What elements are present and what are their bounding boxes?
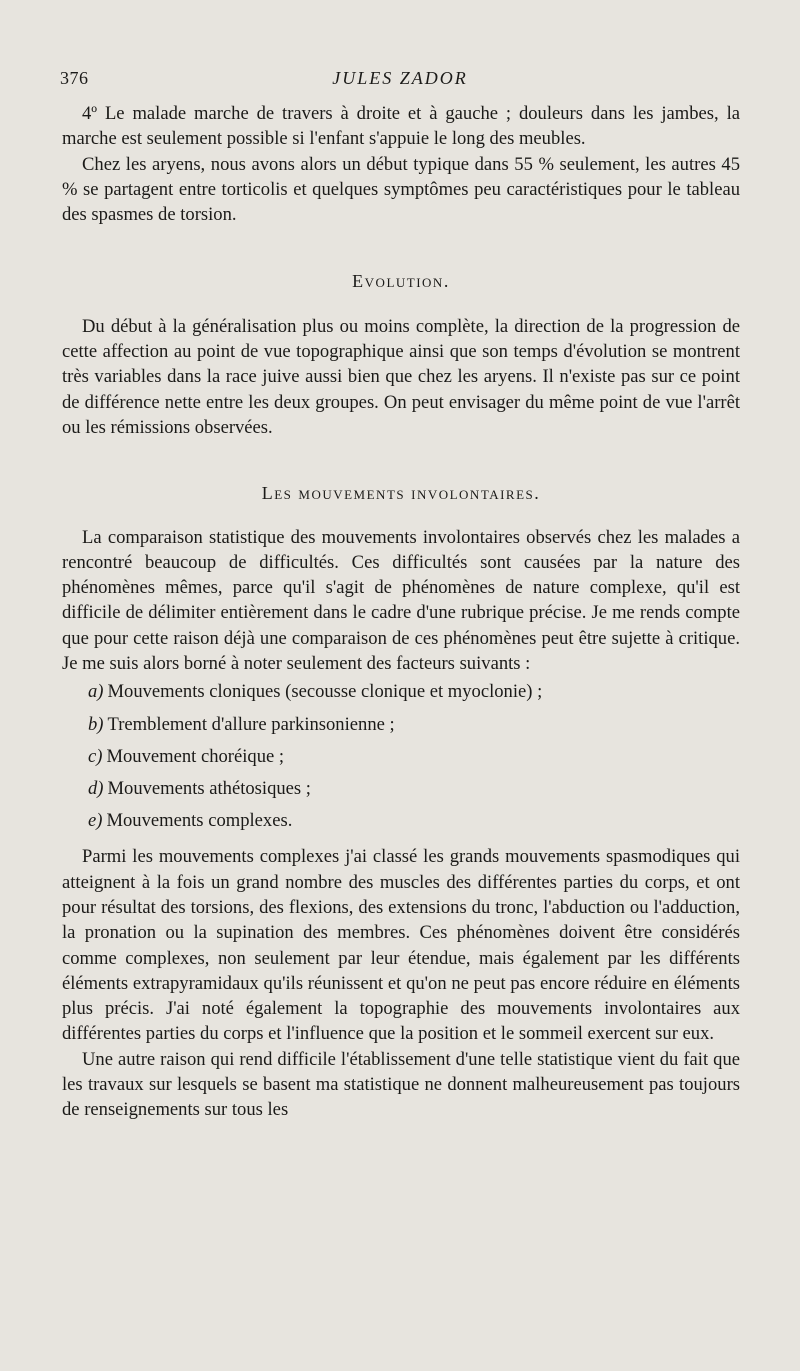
paragraph-mouvements-complexes: Parmi les mouvements complexes j'ai classé les grands mouvements spasmodiques qui atteignent à la fois un grand nombre des muscles des différentes parties du corps, et ont pour résultat des torsions, des flexions, des extensions du tronc, l'abduction ou l'adduction, la pronation ou la supination des membres. Ces phénomènes doivent être considérés comme complexes, non seulement par leur étendue, mais également par les différents éléments extrapyramidaux qu'ils réunissent et qu'on ne peut pas encore réduire en éléments plus précis. J'ai noté également la topographie des mouvements involontaires aux différentes parties du corps et l'influence que la position et le sommeil exercent sur eux. xyxy=(62,846,740,1045)
list-item xyxy=(62,773,740,805)
list-item xyxy=(62,676,740,708)
list-marker: b) xyxy=(88,713,104,735)
paragraph-aryens-onset: Chez les aryens, nous avons alors un début typique dans 55 % seulement, les autres 45 % se partagent entre torticolis et quelques symptômes peu caractéristiques pour le tableau des spasmes de torsion. xyxy=(62,153,740,226)
list-item xyxy=(62,709,740,741)
list-marker: a) xyxy=(88,681,104,703)
list-item xyxy=(62,741,740,773)
list-text: Mouvements cloniques (secousse clonique et myoclonie) ; xyxy=(107,681,543,703)
paragraph-gait: 4º Le malade marche de travers à droite et à gauche ; douleurs dans les jambes, la marche est seulement possible si l'enfant s'appuie le long des meubles. xyxy=(62,103,740,150)
paragraph-evolution: Du début à la généralisation plus ou moins complète, la direction de la progression de cette affection au point de vue topographique ainsi que son temps d'évolution se montrent très variables dans la race juive aussi bien que chez les aryens. Il n'existe pas sur ce point de différence nette entre les deux groupes. On peut envisager du même point de vue l'arrêt ou les rémissions observées. xyxy=(62,315,740,438)
paragraph-comparaison: La comparaison statistique des mouvements involontaires observés chez les malades a rencontré beaucoup de difficultés. Ces difficultés sont causées par la nature des phénomènes mêmes, parce qu'il s'agit de phénomènes de nature complexe, qu'il est difficile de délimiter entièrement dans le cadre d'une rubrique précise. Je me rends compte que pour cette raison déjà une comparaison de ces phénomènes peut être sujette à critique. Je me suis alors borné à noter seulement des facteurs suivants : xyxy=(62,526,740,675)
list-text: Tremblement d'allure parkinsonienne ; xyxy=(107,713,395,735)
list-marker: c) xyxy=(88,745,103,767)
page-number: 376 xyxy=(60,68,89,88)
section-title-evolution: Evolution. xyxy=(352,271,450,292)
page-header xyxy=(60,68,740,98)
list-marker: e) xyxy=(88,810,103,832)
section-title-mouvements: Les mouvements involontaires. xyxy=(261,483,541,504)
list-text: Mouvements complexes. xyxy=(106,810,293,832)
body-text xyxy=(62,101,740,1123)
list-marker: d) xyxy=(88,777,104,799)
running-head: JULES ZADOR xyxy=(332,68,468,88)
list-item xyxy=(62,805,740,837)
paragraph-autre-raison: Une autre raison qui rend difficile l'établissement d'une telle statistique vient du fait que les travaux sur lesquels se basent ma statistique ne donnent malheureusement pas toujours de renseignements sur tous les xyxy=(62,1048,740,1121)
list-text: Mouvements athétosiques ; xyxy=(107,777,311,799)
movement-list xyxy=(62,676,740,837)
list-text: Mouvement choréique ; xyxy=(106,745,285,767)
